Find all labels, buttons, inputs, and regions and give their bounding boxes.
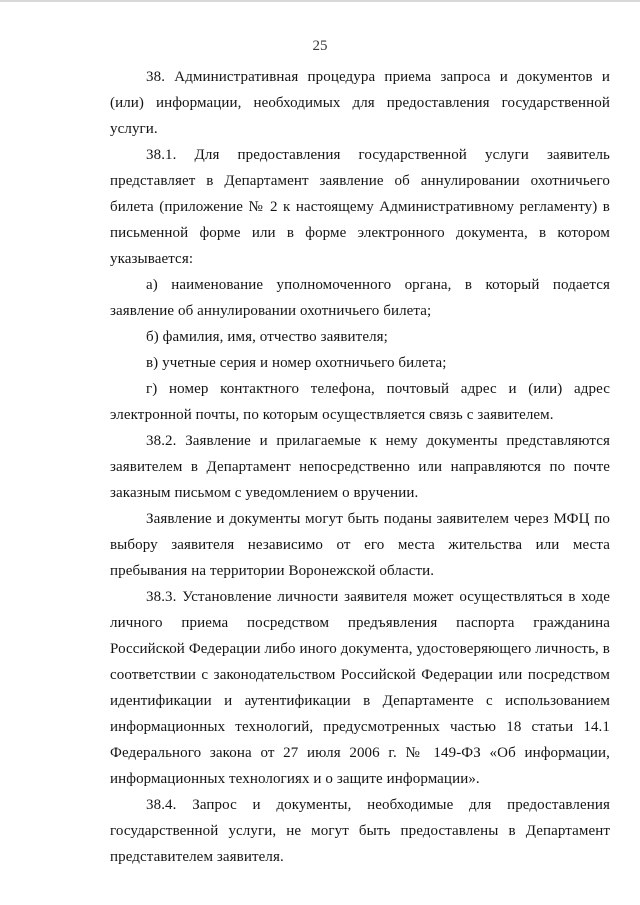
list-item-g: г) номер контактного телефона, почтовый адрес и (или) адрес электронной почты, по которым осуществляется связь с заявителем.: [110, 381, 610, 423]
page-number: 25: [312, 38, 328, 54]
list-item-v: в) учетные серия и номер охотничьего билета;: [146, 355, 447, 371]
scan-edge: [0, 0, 640, 2]
paragraph-mfc: Заявление и документы могут быть поданы заявителем через МФЦ по выбору заявителя независимо от его места жительства или места пребывания на территории Воронежской области.: [110, 511, 610, 579]
list-item-a: а) наименование уполномоченного органа, в который подается заявление об аннулировании охотничьего билета;: [110, 277, 610, 319]
document-body: [110, 64, 610, 870]
list-item-b: б) фамилия, имя, отчество заявителя;: [146, 329, 388, 345]
paragraph-38-3: 38.3. Установление личности заявителя может осуществляться в ходе личного приема посредством предъявления паспорта гражданина Российской Федерации либо иного документа, удостоверяющего личность, в соответствии с законодательством Российской Федерации или посредством идентификации и аутентификации в Департаменте с использованием информационных технологий, предусмотренных частью 18 статьи 14.1 Федерального закона от 27 июля 2006 г. № 149-ФЗ «Об информации, информационных технологиях и о защите информации».: [110, 589, 610, 787]
paragraph-38: 38. Административная процедура приема запроса и документов и (или) информации, необходимых для предоставления государственной услуги.: [110, 69, 610, 137]
paragraph-38-2: 38.2. Заявление и прилагаемые к нему документы представляются заявителем в Департамент непосредственно или направляются по почте заказным письмом с уведомлением о вручении.: [110, 433, 610, 501]
paragraph-38-1: 38.1. Для предоставления государственной услуги заявитель представляет в Департамент заявление об аннулировании охотничьего билета (приложение № 2 к настоящему Административному регламенту) в письменной форме или в форме электронного документа, в котором указывается:: [110, 147, 610, 267]
paragraph-38-4: 38.4. Запрос и документы, необходимые для предоставления государственной услуги, не могут быть предоставлены в Департамент представителем заявителя.: [110, 797, 610, 865]
